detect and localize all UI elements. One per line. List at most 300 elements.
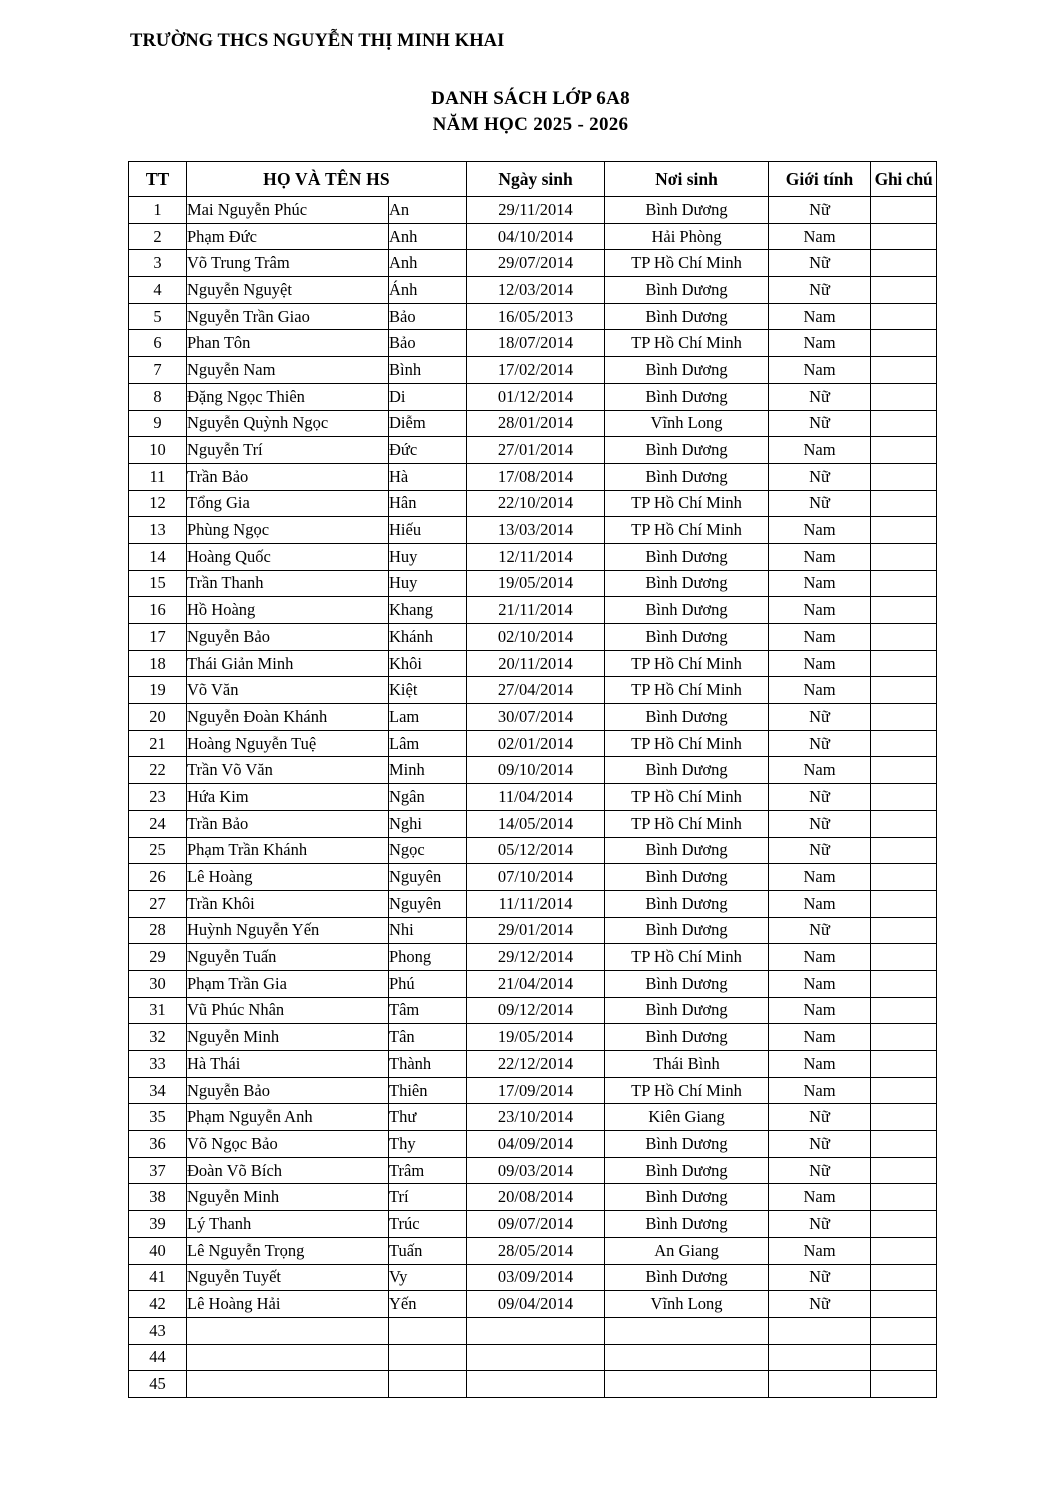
student-date-of-birth: 05/12/2014 xyxy=(467,837,605,864)
table-row xyxy=(129,784,937,811)
student-surname: Nguyễn Tuấn xyxy=(187,944,389,971)
student-date-of-birth: 03/09/2014 xyxy=(467,1264,605,1291)
student-given-name: Lâm xyxy=(389,730,467,757)
student-given-name: Phong xyxy=(389,944,467,971)
student-given-name: Huy xyxy=(389,570,467,597)
student-place-of-birth: Bình Dương xyxy=(605,970,769,997)
student-given-name: Nghi xyxy=(389,810,467,837)
row-index: 12 xyxy=(129,490,187,517)
row-index: 4 xyxy=(129,277,187,304)
table-row xyxy=(129,1211,937,1238)
table-row xyxy=(129,837,937,864)
column-header-gender: Giới tính xyxy=(769,162,871,197)
row-index: 45 xyxy=(129,1371,187,1398)
student-gender: Nam xyxy=(769,650,871,677)
table-row xyxy=(129,1291,937,1318)
student-gender: Nam xyxy=(769,597,871,624)
row-index: 39 xyxy=(129,1211,187,1238)
student-note xyxy=(871,1317,937,1344)
table-row xyxy=(129,357,937,384)
student-given-name: Kiệt xyxy=(389,677,467,704)
student-surname: Tổng Gia xyxy=(187,490,389,517)
student-place-of-birth: Bình Dương xyxy=(605,303,769,330)
student-gender: Nam xyxy=(769,970,871,997)
student-date-of-birth: 11/11/2014 xyxy=(467,890,605,917)
student-gender: Nam xyxy=(769,357,871,384)
row-index: 44 xyxy=(129,1344,187,1371)
column-header-full-name: HỌ VÀ TÊN HS xyxy=(187,162,467,197)
row-index: 13 xyxy=(129,517,187,544)
student-note xyxy=(871,757,937,784)
row-index: 16 xyxy=(129,597,187,624)
student-gender: Nam xyxy=(769,1184,871,1211)
table-row xyxy=(129,1317,937,1344)
table-row xyxy=(129,917,937,944)
student-place-of-birth: Bình Dương xyxy=(605,1024,769,1051)
student-given-name: Di xyxy=(389,383,467,410)
student-date-of-birth: 09/12/2014 xyxy=(467,997,605,1024)
student-surname: Nguyễn Nguyệt xyxy=(187,277,389,304)
student-given-name: Khôi xyxy=(389,650,467,677)
row-index: 1 xyxy=(129,197,187,224)
student-given-name: Anh xyxy=(389,250,467,277)
student-place-of-birth: Hải Phòng xyxy=(605,223,769,250)
student-surname: Trần Bảo xyxy=(187,810,389,837)
table-row xyxy=(129,543,937,570)
student-note xyxy=(871,1077,937,1104)
student-given-name: Tân xyxy=(389,1024,467,1051)
student-surname: Vũ Phúc Nhân xyxy=(187,997,389,1024)
row-index: 38 xyxy=(129,1184,187,1211)
student-note xyxy=(871,570,937,597)
student-given-name: Anh xyxy=(389,223,467,250)
student-note xyxy=(871,997,937,1024)
student-surname: Phạm Trần Gia xyxy=(187,970,389,997)
student-place-of-birth xyxy=(605,1317,769,1344)
student-date-of-birth: 17/08/2014 xyxy=(467,463,605,490)
student-given-name: Trúc xyxy=(389,1211,467,1238)
student-surname: Phạm Nguyễn Anh xyxy=(187,1104,389,1131)
student-place-of-birth: An Giang xyxy=(605,1237,769,1264)
row-index: 3 xyxy=(129,250,187,277)
table-row xyxy=(129,490,937,517)
student-place-of-birth: Bình Dương xyxy=(605,997,769,1024)
row-index: 30 xyxy=(129,970,187,997)
student-surname: Võ Văn xyxy=(187,677,389,704)
page-title: DANH SÁCH LỚP 6A8 xyxy=(431,88,630,109)
student-surname: Lý Thanh xyxy=(187,1211,389,1238)
student-place-of-birth: Bình Dương xyxy=(605,437,769,464)
row-index: 5 xyxy=(129,303,187,330)
row-index: 32 xyxy=(129,1024,187,1051)
student-note xyxy=(871,357,937,384)
student-given-name: Bảo xyxy=(389,303,467,330)
student-date-of-birth: 20/11/2014 xyxy=(467,650,605,677)
student-given-name: Bình xyxy=(389,357,467,384)
student-note xyxy=(871,1291,937,1318)
student-place-of-birth: Bình Dương xyxy=(605,704,769,731)
student-place-of-birth: Bình Dương xyxy=(605,570,769,597)
student-surname: Nguyễn Minh xyxy=(187,1024,389,1051)
student-date-of-birth: 04/09/2014 xyxy=(467,1131,605,1158)
student-gender: Nữ xyxy=(769,1131,871,1158)
row-index: 2 xyxy=(129,223,187,250)
student-note xyxy=(871,330,937,357)
student-place-of-birth: TP Hồ Chí Minh xyxy=(605,517,769,544)
student-given-name: Nhi xyxy=(389,917,467,944)
student-gender: Nam xyxy=(769,517,871,544)
student-note xyxy=(871,543,937,570)
student-surname: Hoàng Nguyễn Tuệ xyxy=(187,730,389,757)
table-row xyxy=(129,970,937,997)
page-subtitle: NĂM HỌC 2025 - 2026 xyxy=(432,114,629,135)
student-given-name: Khánh xyxy=(389,624,467,651)
student-surname: Trần Thanh xyxy=(187,570,389,597)
student-surname: Nguyễn Tuyết xyxy=(187,1264,389,1291)
table-row xyxy=(129,303,937,330)
student-gender: Nam xyxy=(769,303,871,330)
student-note xyxy=(871,437,937,464)
student-given-name: Vy xyxy=(389,1264,467,1291)
student-gender: Nam xyxy=(769,543,871,570)
row-index: 8 xyxy=(129,383,187,410)
row-index: 9 xyxy=(129,410,187,437)
student-place-of-birth: TP Hồ Chí Minh xyxy=(605,944,769,971)
row-index: 24 xyxy=(129,810,187,837)
student-note xyxy=(871,810,937,837)
student-note xyxy=(871,1051,937,1078)
student-place-of-birth: Bình Dương xyxy=(605,1131,769,1158)
student-note xyxy=(871,1184,937,1211)
student-given-name: Trâm xyxy=(389,1157,467,1184)
table-row xyxy=(129,1051,937,1078)
student-note xyxy=(871,970,937,997)
student-surname: Hồ Hoàng xyxy=(187,597,389,624)
student-date-of-birth: 17/09/2014 xyxy=(467,1077,605,1104)
student-date-of-birth: 29/11/2014 xyxy=(467,197,605,224)
student-date-of-birth: 23/10/2014 xyxy=(467,1104,605,1131)
student-note xyxy=(871,303,937,330)
student-gender: Nữ xyxy=(769,784,871,811)
student-date-of-birth: 28/01/2014 xyxy=(467,410,605,437)
student-place-of-birth: TP Hồ Chí Minh xyxy=(605,730,769,757)
student-place-of-birth xyxy=(605,1371,769,1398)
table-row xyxy=(129,704,937,731)
student-given-name: Ánh xyxy=(389,277,467,304)
student-roster-table-wrap xyxy=(128,161,936,1398)
table-row xyxy=(129,730,937,757)
student-note xyxy=(871,1264,937,1291)
student-note xyxy=(871,864,937,891)
student-place-of-birth: TP Hồ Chí Minh xyxy=(605,330,769,357)
student-gender: Nam xyxy=(769,1077,871,1104)
student-note xyxy=(871,223,937,250)
student-surname: Nguyễn Đoàn Khánh xyxy=(187,704,389,731)
student-given-name: Trí xyxy=(389,1184,467,1211)
student-note xyxy=(871,837,937,864)
student-given-name: Ngọc xyxy=(389,837,467,864)
row-index: 28 xyxy=(129,917,187,944)
student-place-of-birth: Bình Dương xyxy=(605,1157,769,1184)
table-row xyxy=(129,570,937,597)
student-gender xyxy=(769,1371,871,1398)
student-surname: Lê Hoàng Hải xyxy=(187,1291,389,1318)
student-place-of-birth: Bình Dương xyxy=(605,864,769,891)
student-note xyxy=(871,650,937,677)
student-surname xyxy=(187,1317,389,1344)
student-surname: Nguyễn Trí xyxy=(187,437,389,464)
student-given-name: Nguyên xyxy=(389,864,467,891)
row-index: 21 xyxy=(129,730,187,757)
table-header-row xyxy=(129,162,937,197)
document-title-block xyxy=(0,86,1061,138)
student-surname: Đặng Ngọc Thiên xyxy=(187,383,389,410)
row-index: 35 xyxy=(129,1104,187,1131)
student-surname: Lê Nguyễn Trọng xyxy=(187,1237,389,1264)
row-index: 20 xyxy=(129,704,187,731)
table-body xyxy=(129,197,937,1398)
student-gender: Nam xyxy=(769,890,871,917)
student-place-of-birth: Bình Dương xyxy=(605,357,769,384)
student-note xyxy=(871,1371,937,1398)
student-date-of-birth: 19/05/2014 xyxy=(467,570,605,597)
table-row xyxy=(129,1237,937,1264)
student-gender: Nam xyxy=(769,1237,871,1264)
table-row xyxy=(129,1264,937,1291)
student-surname: Trần Khôi xyxy=(187,890,389,917)
table-row xyxy=(129,890,937,917)
student-given-name: Huy xyxy=(389,543,467,570)
student-date-of-birth: 13/03/2014 xyxy=(467,517,605,544)
student-given-name: Phú xyxy=(389,970,467,997)
student-date-of-birth: 29/12/2014 xyxy=(467,944,605,971)
student-place-of-birth: TP Hồ Chí Minh xyxy=(605,677,769,704)
student-gender: Nam xyxy=(769,677,871,704)
student-date-of-birth: 17/02/2014 xyxy=(467,357,605,384)
row-index: 37 xyxy=(129,1157,187,1184)
student-gender: Nam xyxy=(769,757,871,784)
student-note xyxy=(871,1131,937,1158)
student-gender: Nam xyxy=(769,624,871,651)
student-date-of-birth: 30/07/2014 xyxy=(467,704,605,731)
row-index: 31 xyxy=(129,997,187,1024)
column-header-pob: Nơi sinh xyxy=(605,162,769,197)
student-place-of-birth: Bình Dương xyxy=(605,757,769,784)
table-row xyxy=(129,330,937,357)
student-gender: Nam xyxy=(769,944,871,971)
student-surname: Nguyễn Nam xyxy=(187,357,389,384)
student-gender: Nam xyxy=(769,330,871,357)
column-header-note: Ghi chú xyxy=(871,162,937,197)
row-index: 15 xyxy=(129,570,187,597)
student-gender: Nam xyxy=(769,1024,871,1051)
student-note xyxy=(871,890,937,917)
column-header-tt: TT xyxy=(129,162,187,197)
table-row xyxy=(129,997,937,1024)
student-given-name: Diễm xyxy=(389,410,467,437)
student-surname: Lê Hoàng xyxy=(187,864,389,891)
student-date-of-birth: 20/08/2014 xyxy=(467,1184,605,1211)
row-index: 29 xyxy=(129,944,187,971)
student-given-name: Thành xyxy=(389,1051,467,1078)
student-note xyxy=(871,250,937,277)
table-row xyxy=(129,624,937,651)
student-place-of-birth: Bình Dương xyxy=(605,1184,769,1211)
student-date-of-birth: 11/04/2014 xyxy=(467,784,605,811)
student-date-of-birth: 29/01/2014 xyxy=(467,917,605,944)
school-name: TRƯỜNG THCS NGUYỄN THỊ MINH KHAI xyxy=(130,31,505,51)
student-gender: Nam xyxy=(769,437,871,464)
row-index: 23 xyxy=(129,784,187,811)
row-index: 11 xyxy=(129,463,187,490)
student-note xyxy=(871,944,937,971)
student-date-of-birth: 02/10/2014 xyxy=(467,624,605,651)
student-surname: Phan Tôn xyxy=(187,330,389,357)
row-index: 27 xyxy=(129,890,187,917)
student-date-of-birth: 28/05/2014 xyxy=(467,1237,605,1264)
student-note xyxy=(871,597,937,624)
student-given-name: Thiên xyxy=(389,1077,467,1104)
table-row xyxy=(129,223,937,250)
student-date-of-birth xyxy=(467,1317,605,1344)
row-index: 42 xyxy=(129,1291,187,1318)
table-row xyxy=(129,383,937,410)
student-note xyxy=(871,463,937,490)
student-surname: Nguyễn Trần Giao xyxy=(187,303,389,330)
student-gender: Nữ xyxy=(769,463,871,490)
student-note xyxy=(871,517,937,544)
student-date-of-birth: 09/04/2014 xyxy=(467,1291,605,1318)
student-place-of-birth: Bình Dương xyxy=(605,383,769,410)
row-index: 26 xyxy=(129,864,187,891)
student-surname: Đoàn Võ Bích xyxy=(187,1157,389,1184)
student-surname: Nguyễn Minh xyxy=(187,1184,389,1211)
student-note xyxy=(871,730,937,757)
student-surname: Nguyễn Quỳnh Ngọc xyxy=(187,410,389,437)
student-place-of-birth: TP Hồ Chí Minh xyxy=(605,810,769,837)
student-gender: Nam xyxy=(769,864,871,891)
student-date-of-birth: 29/07/2014 xyxy=(467,250,605,277)
student-gender: Nữ xyxy=(769,410,871,437)
student-place-of-birth: Bình Dương xyxy=(605,917,769,944)
student-given-name: Bảo xyxy=(389,330,467,357)
row-index: 18 xyxy=(129,650,187,677)
table-row xyxy=(129,1344,937,1371)
student-given-name: Đức xyxy=(389,437,467,464)
student-place-of-birth: Bình Dương xyxy=(605,1264,769,1291)
student-note xyxy=(871,1211,937,1238)
student-note xyxy=(871,917,937,944)
student-note xyxy=(871,624,937,651)
student-note xyxy=(871,704,937,731)
table-row xyxy=(129,250,937,277)
student-given-name: Hà xyxy=(389,463,467,490)
student-date-of-birth: 21/04/2014 xyxy=(467,970,605,997)
table-row xyxy=(129,410,937,437)
student-gender: Nữ xyxy=(769,1291,871,1318)
student-date-of-birth: 02/01/2014 xyxy=(467,730,605,757)
student-date-of-birth: 07/10/2014 xyxy=(467,864,605,891)
student-note xyxy=(871,277,937,304)
student-date-of-birth: 22/12/2014 xyxy=(467,1051,605,1078)
student-note xyxy=(871,784,937,811)
table-row xyxy=(129,1184,937,1211)
student-gender: Nữ xyxy=(769,197,871,224)
student-place-of-birth: Bình Dương xyxy=(605,277,769,304)
student-given-name: Nguyên xyxy=(389,890,467,917)
student-date-of-birth: 21/11/2014 xyxy=(467,597,605,624)
row-index: 14 xyxy=(129,543,187,570)
student-place-of-birth: Bình Dương xyxy=(605,197,769,224)
row-index: 10 xyxy=(129,437,187,464)
table-row xyxy=(129,517,937,544)
student-gender: Nữ xyxy=(769,1104,871,1131)
student-date-of-birth xyxy=(467,1371,605,1398)
student-surname: Trần Bảo xyxy=(187,463,389,490)
row-index: 41 xyxy=(129,1264,187,1291)
student-note xyxy=(871,1157,937,1184)
student-surname: Hoàng Quốc xyxy=(187,543,389,570)
student-surname: Mai Nguyễn Phúc xyxy=(187,197,389,224)
student-place-of-birth: Bình Dương xyxy=(605,837,769,864)
row-index: 6 xyxy=(129,330,187,357)
student-gender: Nữ xyxy=(769,383,871,410)
student-surname: Thái Giản Minh xyxy=(187,650,389,677)
table-row xyxy=(129,1104,937,1131)
student-surname: Võ Trung Trâm xyxy=(187,250,389,277)
table-row xyxy=(129,597,937,624)
table-row xyxy=(129,757,937,784)
student-gender: Nam xyxy=(769,997,871,1024)
student-gender: Nam xyxy=(769,570,871,597)
row-index: 7 xyxy=(129,357,187,384)
student-gender xyxy=(769,1344,871,1371)
student-given-name xyxy=(389,1317,467,1344)
table-row xyxy=(129,197,937,224)
row-index: 22 xyxy=(129,757,187,784)
student-given-name: Minh xyxy=(389,757,467,784)
table-row xyxy=(129,1131,937,1158)
table-row xyxy=(129,650,937,677)
table-row xyxy=(129,810,937,837)
student-date-of-birth: 04/10/2014 xyxy=(467,223,605,250)
student-place-of-birth: Bình Dương xyxy=(605,463,769,490)
row-index: 19 xyxy=(129,677,187,704)
table-row xyxy=(129,864,937,891)
student-surname xyxy=(187,1371,389,1398)
table-header xyxy=(129,162,937,197)
student-given-name xyxy=(389,1344,467,1371)
student-date-of-birth: 12/03/2014 xyxy=(467,277,605,304)
student-gender: Nữ xyxy=(769,837,871,864)
student-gender: Nữ xyxy=(769,810,871,837)
row-index: 40 xyxy=(129,1237,187,1264)
table-row xyxy=(129,1077,937,1104)
table-row xyxy=(129,1371,937,1398)
student-date-of-birth: 09/10/2014 xyxy=(467,757,605,784)
student-given-name: Hiếu xyxy=(389,517,467,544)
student-surname: Nguyễn Bảo xyxy=(187,1077,389,1104)
student-gender: Nữ xyxy=(769,250,871,277)
student-note xyxy=(871,490,937,517)
student-given-name: Tuấn xyxy=(389,1237,467,1264)
row-index: 25 xyxy=(129,837,187,864)
row-index: 17 xyxy=(129,624,187,651)
student-note xyxy=(871,1024,937,1051)
row-index: 43 xyxy=(129,1317,187,1344)
student-given-name: Thy xyxy=(389,1131,467,1158)
student-place-of-birth: Bình Dương xyxy=(605,624,769,651)
